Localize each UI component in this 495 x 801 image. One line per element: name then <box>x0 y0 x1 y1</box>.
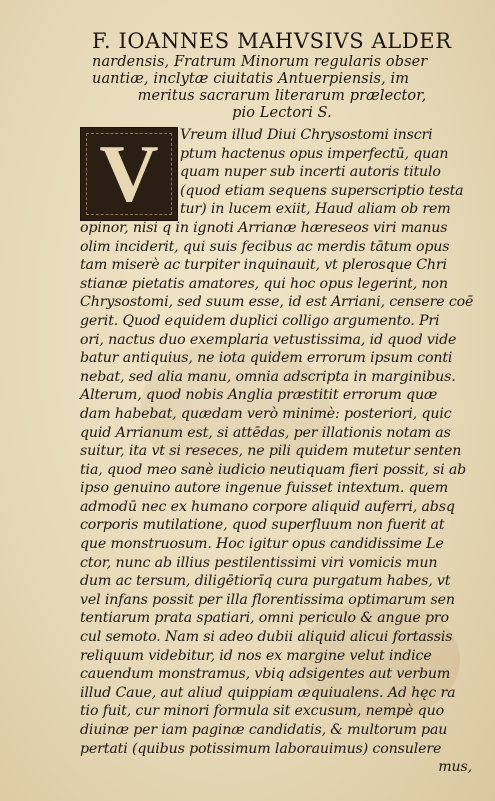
text-line: reliquum videbitur, id nos ex margine velut indice <box>80 647 432 664</box>
text-line: olim inciderit, qui suis fecibus ac merdis tātum opus <box>80 238 450 255</box>
text-line: tur) in lucem exiit, Haud aliam ob rem <box>180 201 451 218</box>
text-line: illud Caue, aut aliud quippiam æquiualens. Ad hęc ra <box>80 684 456 701</box>
text-line: nebat, sed alia manu, omnia adscripta in marginibus. <box>80 368 456 385</box>
text-line: mus, <box>438 759 472 776</box>
initial-letter: V <box>99 128 159 219</box>
text-line: opinor, nisi q in ignoti Arrianæ hæreseos viri manus <box>80 219 448 236</box>
text-line: Vreum illud Diui Chrysostomi inscri <box>180 127 433 143</box>
text-line: batur antiquius, ne iota quidem errorum ipsum conti <box>80 350 453 367</box>
text-line: Chrysostomi, sed suum esse, id est Arriani, censere coē <box>80 294 474 311</box>
heading-line: meritus sacrarum literarum prælector, <box>137 88 427 104</box>
text-line: stianæ pietatis amatores, qui hoc opus legerint, non <box>80 275 448 292</box>
text-line: tia, quod meo sanè iudicio neutiquam fieri possit, si ab <box>80 461 467 478</box>
body-text <box>80 126 472 777</box>
text-line: cauendum monstramus, vbiq adsigentes aut verbum <box>80 666 451 683</box>
text-line: tam miserè ac turpiter inquinauit, vt plerosque Chri <box>80 257 447 274</box>
text-line: quid Arrianum est, si attēdas, per illationis notam as <box>80 424 451 441</box>
text-line: ctor, nunc ab illius pestilentissimi viri vomicis mun <box>80 554 438 571</box>
heading-line: uantiæ, inclytæ ciuitatis Antuerpiensis, im <box>92 71 410 87</box>
text-line: ipso genuino autore ingenue fuisset intextum. quem <box>80 480 449 497</box>
heading-line: nardensis, Fratrum Minorum regularis obser <box>92 54 428 70</box>
text-line: quam nuper sub incerti autoris titulo <box>180 164 441 181</box>
text-line: pertati (quibus potissimum laborauimus) consulere <box>80 740 442 757</box>
text-line: admodū nec ex humano corpore aliquid auferri, absq <box>80 498 455 515</box>
heading-line: pio Lectori S. <box>232 105 332 121</box>
dedication-heading <box>92 28 472 122</box>
text-line: corporis mutilatione, quod superfluum non fuerit at <box>80 517 445 534</box>
text-line: diuinæ per iam paginæ candidatis, & multorum pau <box>80 722 448 738</box>
text-line: vel infans possit per illa florentissima optimarum sen <box>80 591 455 608</box>
text-line: tio fuit, cur minori formula sit excusum, nempè quo <box>80 703 444 720</box>
text-line: ori, nactus duo exemplaria vetustissima, id quod vide <box>80 331 457 348</box>
text-line: gerit. Quod equidem duplici colligo argumento. Pri <box>80 312 440 329</box>
text-line: (quod etiam sequens superscriptio testa <box>180 182 464 199</box>
text-line: suitur, ita vt si reseces, ne pili quidem mutetur senten <box>80 443 462 460</box>
text-line: dum ac tersum, diligētiorīq cura purgatum habes, vt <box>80 573 451 590</box>
text-line: tentiarum prata spatiari, omni periculo & angue pro <box>80 610 449 627</box>
text-line: dam habebat, quædam verò minimè: posteriori, quic <box>80 405 452 422</box>
text-line: Alterum, quod nobis Anglia præstitit errorum quæ <box>80 387 438 404</box>
text-line: que monstruosum. Hoc igitur opus candidissime Le <box>80 536 444 553</box>
text-line: ptum hactenus opus imperfectū, quan <box>180 145 449 162</box>
heading-line: F. IOANNES MAHVSIVS ALDER <box>92 29 452 53</box>
text-line: cul semoto. Nam si adeo dubii aliquid alicui fortassis <box>80 629 453 646</box>
